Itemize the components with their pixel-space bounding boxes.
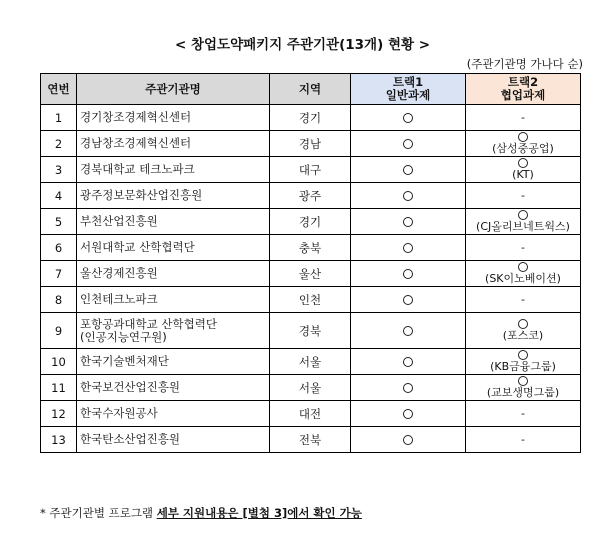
region: 대구 xyxy=(270,157,351,183)
region: 인천 xyxy=(270,287,351,313)
circle-mark-icon xyxy=(403,217,413,227)
track2-partner: - xyxy=(521,110,525,124)
header-region: 지역 xyxy=(270,74,351,105)
track1-cell xyxy=(351,105,466,131)
organization-name-cell xyxy=(77,105,270,131)
row-number: 7 xyxy=(41,261,77,287)
header-track1 xyxy=(351,74,466,105)
table-body xyxy=(41,105,581,453)
circle-mark-icon xyxy=(403,435,413,445)
track1-cell xyxy=(351,209,466,235)
header-name: 주관기관명 xyxy=(77,74,270,105)
track2-partner: (SK이노베이션) xyxy=(485,272,561,285)
track2-partner: - xyxy=(521,406,525,420)
row-number: 4 xyxy=(41,183,77,209)
circle-mark-icon xyxy=(403,113,413,123)
region: 서울 xyxy=(270,375,351,401)
track2-cell xyxy=(466,183,581,209)
track1-cell xyxy=(351,349,466,375)
row-number: 2 xyxy=(41,131,77,157)
track2-partner: (CJ올리브네트웍스) xyxy=(476,220,570,233)
organization-name-cell xyxy=(77,261,270,287)
table-row xyxy=(41,183,581,209)
organization-name: 부천산업진흥원 xyxy=(80,214,158,228)
table-row xyxy=(41,349,581,375)
track2-cell xyxy=(466,313,581,349)
organization-name-cell xyxy=(77,287,270,313)
table-row xyxy=(41,287,581,313)
organization-name-cell xyxy=(77,313,270,349)
track2-cell xyxy=(466,349,581,375)
track1-cell xyxy=(351,183,466,209)
organization-name: 경남창조경제혁신센터 xyxy=(80,136,192,150)
table-row xyxy=(41,157,581,183)
region: 충북 xyxy=(270,235,351,261)
track2-partner: - xyxy=(521,432,525,446)
track2-partner: - xyxy=(521,292,525,306)
organization-name-cell xyxy=(77,183,270,209)
region: 경북 xyxy=(270,313,351,349)
track1-cell xyxy=(351,131,466,157)
circle-mark-icon xyxy=(403,139,413,149)
organization-name: 인천테크노파크 xyxy=(80,292,158,306)
circle-mark-icon xyxy=(518,350,528,360)
row-number: 8 xyxy=(41,287,77,313)
organization-name: 광주정보문화산업진흥원 xyxy=(80,188,203,202)
track2-cell xyxy=(466,375,581,401)
track2-cell xyxy=(466,427,581,453)
circle-mark-icon xyxy=(403,269,413,279)
organization-name-cell xyxy=(77,235,270,261)
table-row xyxy=(41,235,581,261)
organization-name: 경북대학교 테크노파크 xyxy=(80,162,195,176)
circle-mark-icon xyxy=(403,326,413,336)
header-track2-subtitle: 협업과제 xyxy=(500,88,546,102)
organization-name: 서원대학교 산학협력단 xyxy=(80,240,195,254)
circle-mark-icon xyxy=(518,376,528,386)
footnote-prefix: * 주관기관별 프로그램 xyxy=(40,506,157,520)
track2-cell xyxy=(466,287,581,313)
table-row xyxy=(41,375,581,401)
header-track2-title: 트랙2 xyxy=(507,75,539,89)
header-track1-subtitle: 일반과제 xyxy=(385,88,431,102)
track2-partner: - xyxy=(521,240,525,254)
organization-name: 한국수자원공사 xyxy=(80,406,158,420)
table-row xyxy=(41,131,581,157)
track2-partner: (포스코) xyxy=(502,329,544,342)
circle-mark-icon xyxy=(518,132,528,142)
circle-mark-icon xyxy=(403,191,413,201)
track2-partner: (삼성중공업) xyxy=(492,142,554,155)
circle-mark-icon xyxy=(403,357,413,367)
region: 울산 xyxy=(270,261,351,287)
footnote xyxy=(40,505,362,521)
organization-subname: (인공지능연구원) xyxy=(80,329,167,344)
circle-mark-icon xyxy=(518,319,528,329)
track2-cell xyxy=(466,105,581,131)
track1-cell xyxy=(351,235,466,261)
track2-cell xyxy=(466,209,581,235)
track2-partner: - xyxy=(521,188,525,202)
track1-cell xyxy=(351,427,466,453)
track2-partner: (KB금융그룹) xyxy=(490,360,556,373)
organization-name-cell xyxy=(77,209,270,235)
row-number: 3 xyxy=(41,157,77,183)
track1-cell xyxy=(351,157,466,183)
header-track2 xyxy=(466,74,581,105)
organizations-table xyxy=(40,73,581,453)
table-row xyxy=(41,105,581,131)
organization-name-cell xyxy=(77,131,270,157)
row-number: 11 xyxy=(41,375,77,401)
track2-cell xyxy=(466,157,581,183)
header-track1-title: 트랙1 xyxy=(392,75,424,89)
footnote-emphasis: 세부 지원내용은 [별첨 3]에서 확인 가능 xyxy=(156,506,362,520)
region: 대전 xyxy=(270,401,351,427)
organization-name: 한국기술벤처재단 xyxy=(80,354,169,368)
track1-cell xyxy=(351,313,466,349)
table-row xyxy=(41,313,581,349)
track2-partner: (교보생명그룹) xyxy=(486,386,560,399)
track1-cell xyxy=(351,401,466,427)
organization-name: 한국탄소산업진흥원 xyxy=(80,432,180,446)
row-number: 6 xyxy=(41,235,77,261)
region: 경기 xyxy=(270,105,351,131)
circle-mark-icon xyxy=(518,158,528,168)
circle-mark-icon xyxy=(403,243,413,253)
region: 광주 xyxy=(270,183,351,209)
organization-name: 경기창조경제혁신센터 xyxy=(80,110,192,124)
table-row xyxy=(41,261,581,287)
row-number: 9 xyxy=(41,313,77,349)
row-number: 10 xyxy=(41,349,77,375)
track2-cell xyxy=(466,261,581,287)
row-number: 13 xyxy=(41,427,77,453)
organization-name-cell xyxy=(77,349,270,375)
table-row xyxy=(41,427,581,453)
circle-mark-icon xyxy=(518,262,528,272)
track2-cell xyxy=(466,131,581,157)
region: 경남 xyxy=(270,131,351,157)
track2-cell xyxy=(466,235,581,261)
page-title: < 창업도약패키지 주관기관(13개) 현황 > xyxy=(174,37,431,53)
row-number: 1 xyxy=(41,105,77,131)
table-row xyxy=(41,209,581,235)
circle-mark-icon xyxy=(403,165,413,175)
organization-name: 울산경제진흥원 xyxy=(80,266,158,280)
table-row xyxy=(41,401,581,427)
track2-cell xyxy=(466,401,581,427)
track1-cell xyxy=(351,261,466,287)
circle-mark-icon xyxy=(403,409,413,419)
organization-name: 포항공과대학교 산학협력단 xyxy=(80,316,217,331)
organization-name: 한국보건산업진흥원 xyxy=(80,380,180,394)
circle-mark-icon xyxy=(518,210,528,220)
header-no: 연번 xyxy=(41,74,77,105)
sort-order-note: (주관기관명 가나다 순) xyxy=(466,57,583,71)
track1-cell xyxy=(351,375,466,401)
table-header-row xyxy=(41,74,581,105)
row-number: 12 xyxy=(41,401,77,427)
region: 전북 xyxy=(270,427,351,453)
track2-partner: (KT) xyxy=(512,168,534,181)
organization-name-cell xyxy=(77,375,270,401)
region: 서울 xyxy=(270,349,351,375)
region: 경기 xyxy=(270,209,351,235)
organization-name-cell xyxy=(77,427,270,453)
track1-cell xyxy=(351,287,466,313)
circle-mark-icon xyxy=(403,383,413,393)
organization-name-cell xyxy=(77,157,270,183)
circle-mark-icon xyxy=(403,295,413,305)
row-number: 5 xyxy=(41,209,77,235)
organization-name-cell xyxy=(77,401,270,427)
